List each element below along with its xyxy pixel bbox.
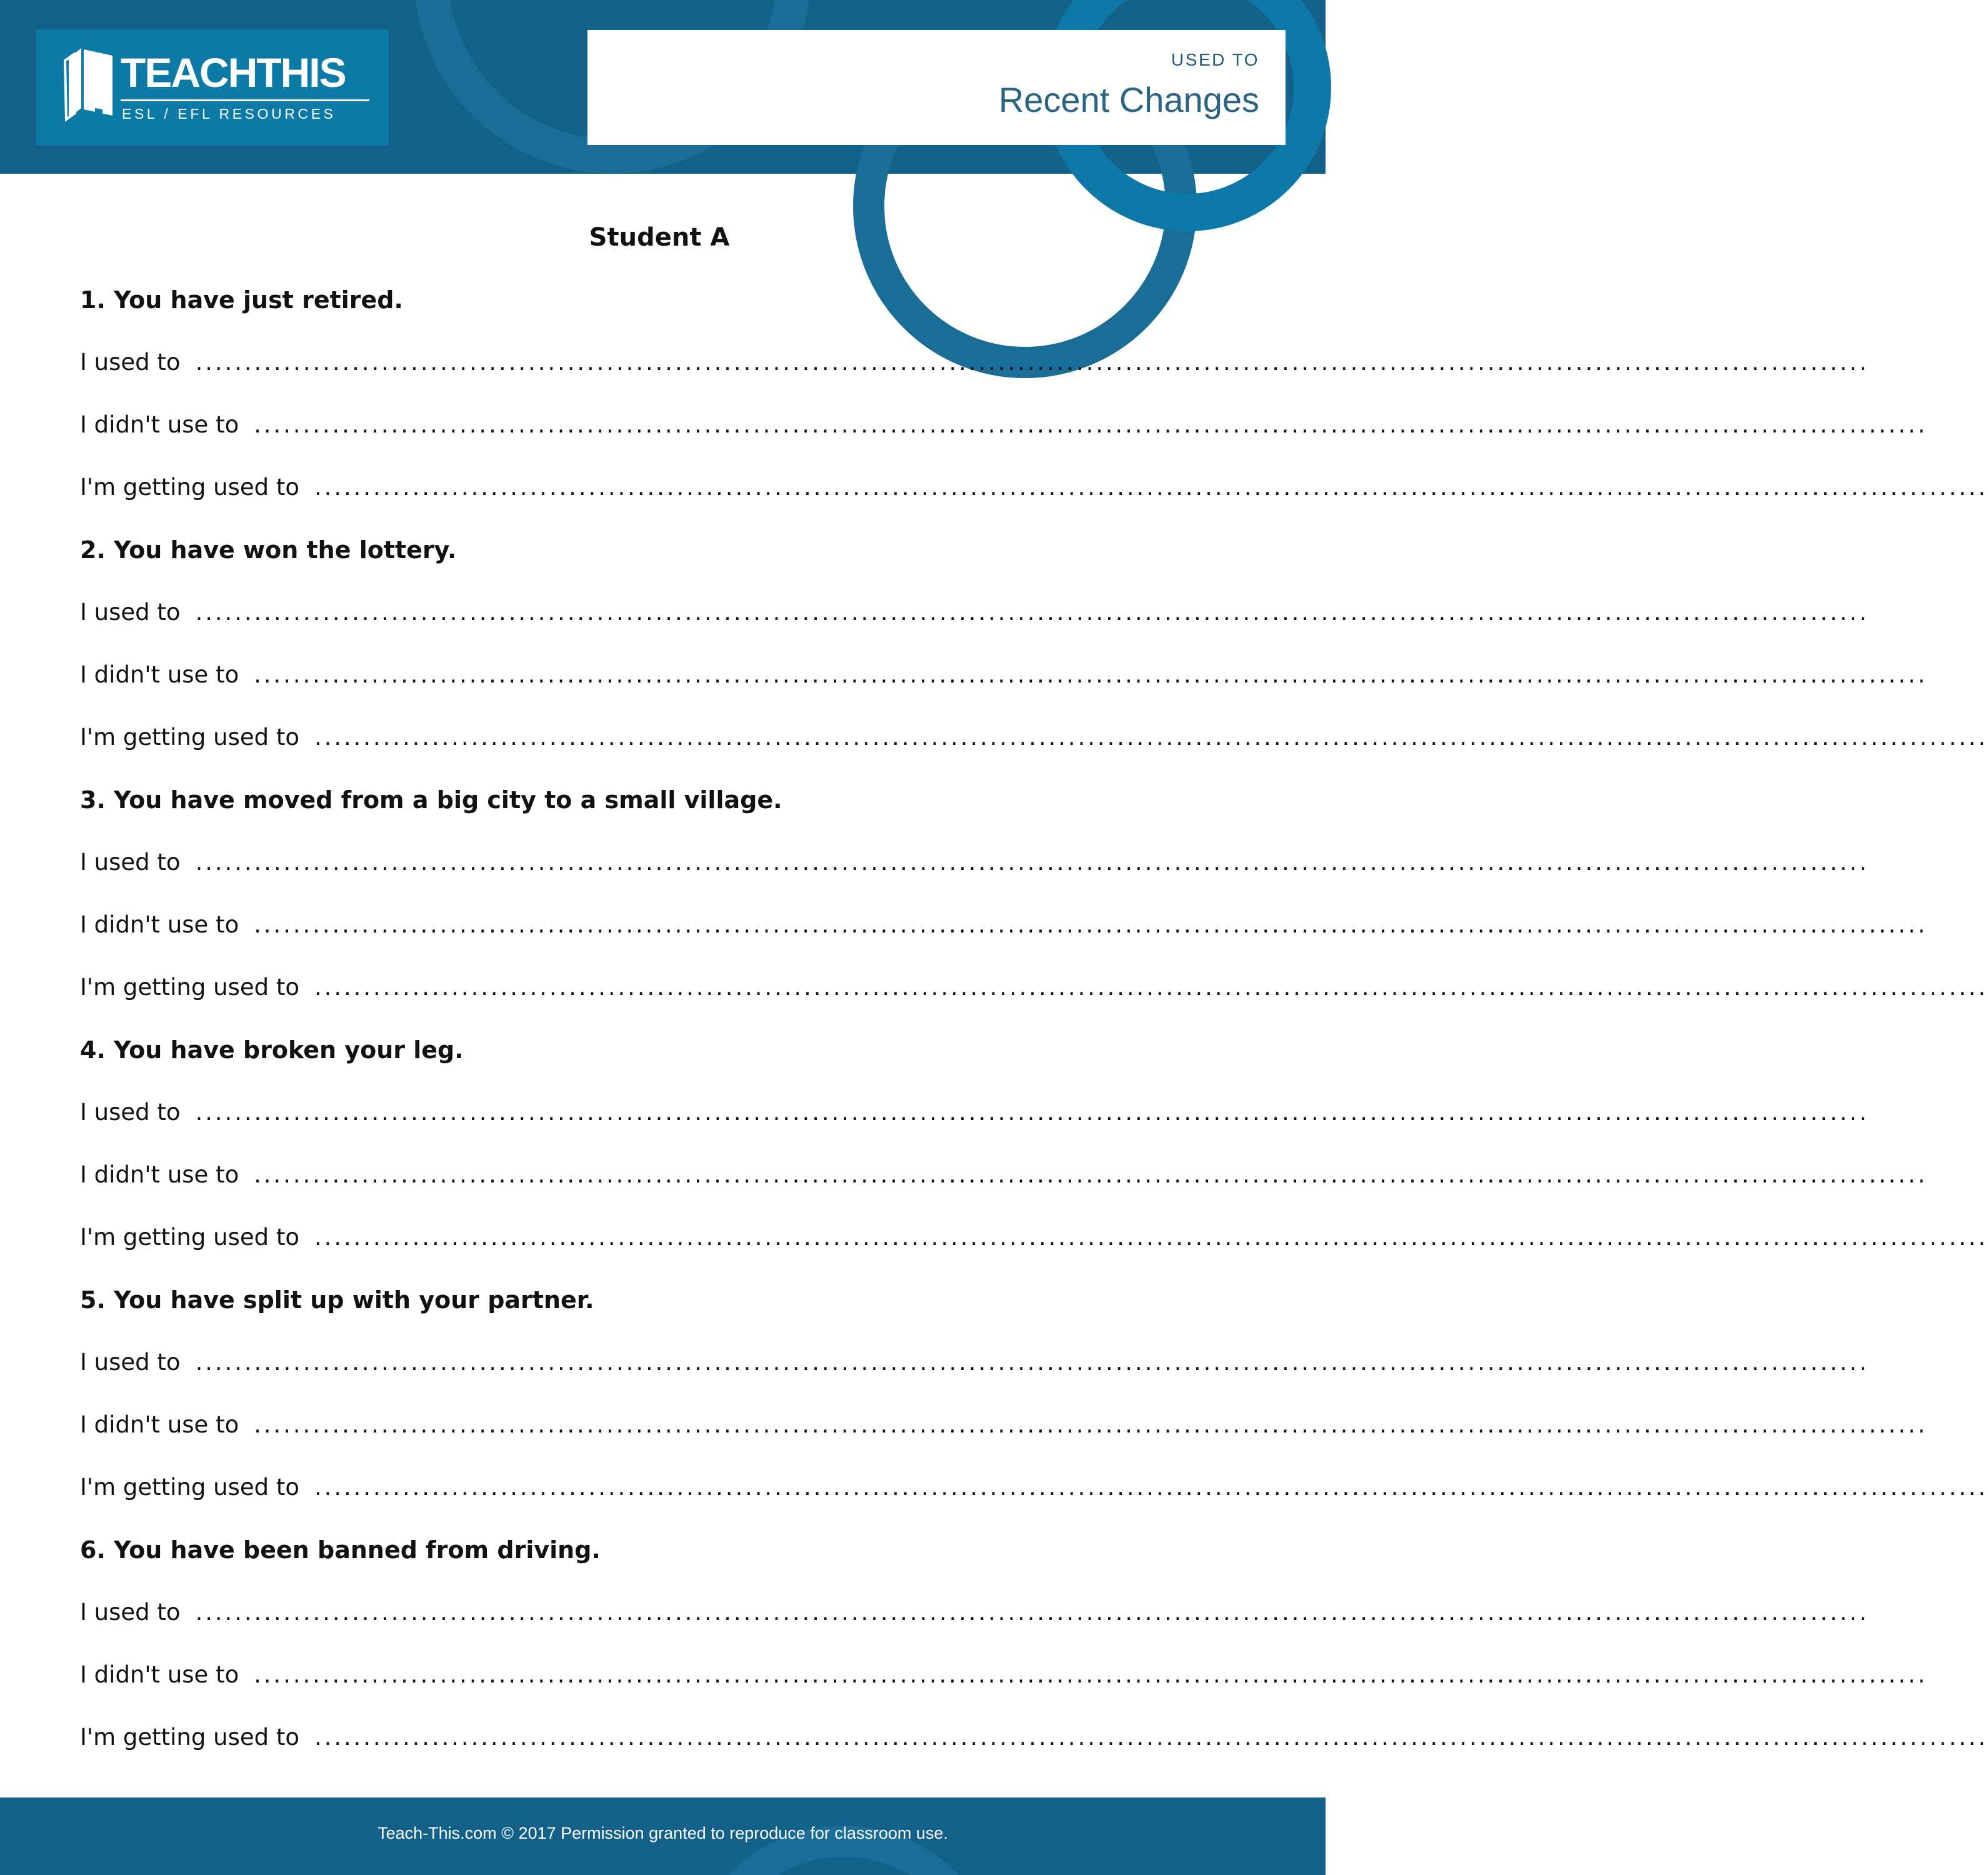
answer-blank[interactable]: ........................................................................................................................................................................... bbox=[314, 474, 1988, 501]
book-icon bbox=[62, 46, 114, 121]
answer-line bbox=[80, 1219, 1988, 1256]
logo-tagline: ESL / EFL RESOURCES bbox=[122, 106, 336, 122]
answer-prompt: I'm getting used to bbox=[80, 1224, 300, 1251]
answer-blank[interactable]: ........................................................................................................................................................................... bbox=[195, 849, 1869, 876]
answer-line bbox=[80, 1156, 1928, 1194]
answer-line bbox=[80, 1469, 1988, 1506]
answer-line bbox=[80, 1719, 1988, 1756]
question-heading: 5. You have split up with your partner. bbox=[80, 1286, 594, 1314]
question-heading: 2. You have won the lottery. bbox=[80, 536, 457, 564]
answer-prompt: I'm getting used to bbox=[80, 974, 300, 1001]
answer-line bbox=[80, 1094, 1869, 1131]
worksheet-topic: USED TO bbox=[1171, 50, 1259, 69]
answer-prompt: I'm getting used to bbox=[80, 1474, 300, 1501]
footer-banner bbox=[0, 1798, 1326, 1875]
answer-blank[interactable]: ........................................................................................................................................................................... bbox=[195, 1349, 1869, 1376]
answer-blank[interactable]: ........................................................................................................................................................................... bbox=[254, 911, 1928, 938]
worksheet-title: Recent Changes bbox=[998, 80, 1259, 119]
answer-blank[interactable]: ........................................................................................................................................................................... bbox=[254, 1661, 1928, 1688]
answer-prompt: I used to bbox=[80, 849, 181, 876]
copyright-notice: Teach-This.com © 2017 Permission granted to reproduce for classroom use. bbox=[377, 1824, 948, 1842]
answer-blank[interactable]: ........................................................................................................................................................................... bbox=[254, 1161, 1928, 1188]
question-heading: 1. You have just retired. bbox=[80, 286, 403, 314]
answer-blank[interactable]: ........................................................................................................................................................................... bbox=[254, 411, 1928, 438]
answer-line bbox=[80, 1344, 1869, 1381]
worksheet-content bbox=[80, 219, 1988, 1756]
answer-prompt: I used to bbox=[80, 349, 181, 376]
answer-blank[interactable]: ........................................................................................................................................................................... bbox=[314, 974, 1988, 1001]
question-list bbox=[80, 281, 1988, 1756]
question-heading: 4. You have broken your leg. bbox=[80, 1036, 464, 1064]
answer-prompt: I used to bbox=[80, 599, 181, 626]
answer-line bbox=[80, 594, 1869, 631]
answer-prompt: I'm getting used to bbox=[80, 1724, 300, 1751]
answer-blank[interactable]: ........................................................................................................................................................................... bbox=[195, 349, 1869, 376]
answer-blank[interactable]: ........................................................................................................................................................................... bbox=[254, 1411, 1928, 1438]
answer-prompt: I used to bbox=[80, 1099, 181, 1126]
header-banner bbox=[0, 0, 1326, 174]
answer-line bbox=[80, 406, 1928, 444]
question-heading: 3. You have moved from a big city to a small village. bbox=[80, 786, 782, 814]
teachthis-logo[interactable] bbox=[36, 29, 389, 146]
title-box bbox=[587, 30, 1286, 145]
question-heading: 6. You have been banned from driving. bbox=[80, 1536, 601, 1564]
answer-line bbox=[80, 844, 1869, 881]
answer-line bbox=[80, 344, 1869, 381]
answer-prompt: I didn't use to bbox=[80, 1411, 239, 1438]
logo-divider bbox=[121, 99, 369, 101]
answer-line bbox=[80, 906, 1928, 944]
answer-blank[interactable]: ........................................................................................................................................................................... bbox=[195, 599, 1869, 626]
answer-line bbox=[80, 656, 1928, 694]
answer-blank[interactable]: ........................................................................................................................................................................... bbox=[195, 1099, 1869, 1126]
answer-blank[interactable]: ........................................................................................................................................................................... bbox=[314, 1474, 1988, 1501]
answer-blank[interactable]: ........................................................................................................................................................................... bbox=[195, 1599, 1869, 1626]
answer-prompt: I'm getting used to bbox=[80, 724, 300, 751]
answer-prompt: I didn't use to bbox=[80, 911, 239, 938]
student-heading: Student A bbox=[589, 223, 730, 252]
answer-prompt: I used to bbox=[80, 1599, 181, 1626]
answer-line bbox=[80, 1594, 1869, 1631]
answer-blank[interactable]: ........................................................................................................................................................................... bbox=[314, 1724, 1988, 1751]
answer-blank[interactable]: ........................................................................................................................................................................... bbox=[254, 661, 1928, 688]
answer-prompt: I didn't use to bbox=[80, 661, 239, 688]
answer-prompt: I used to bbox=[80, 1349, 181, 1376]
answer-prompt: I didn't use to bbox=[80, 1661, 239, 1688]
answer-prompt: I'm getting used to bbox=[80, 474, 300, 501]
answer-blank[interactable]: ........................................................................................................................................................................... bbox=[314, 724, 1988, 751]
answer-line bbox=[80, 1656, 1928, 1694]
answer-line bbox=[80, 969, 1988, 1006]
answer-prompt: I didn't use to bbox=[80, 1161, 239, 1188]
logo-name: TEACHTHIS bbox=[121, 49, 346, 96]
answer-line bbox=[80, 719, 1988, 756]
answer-blank[interactable]: ........................................................................................................................................................................... bbox=[314, 1224, 1988, 1251]
answer-line bbox=[80, 1406, 1928, 1444]
answer-line bbox=[80, 469, 1988, 506]
answer-prompt: I didn't use to bbox=[80, 411, 239, 438]
